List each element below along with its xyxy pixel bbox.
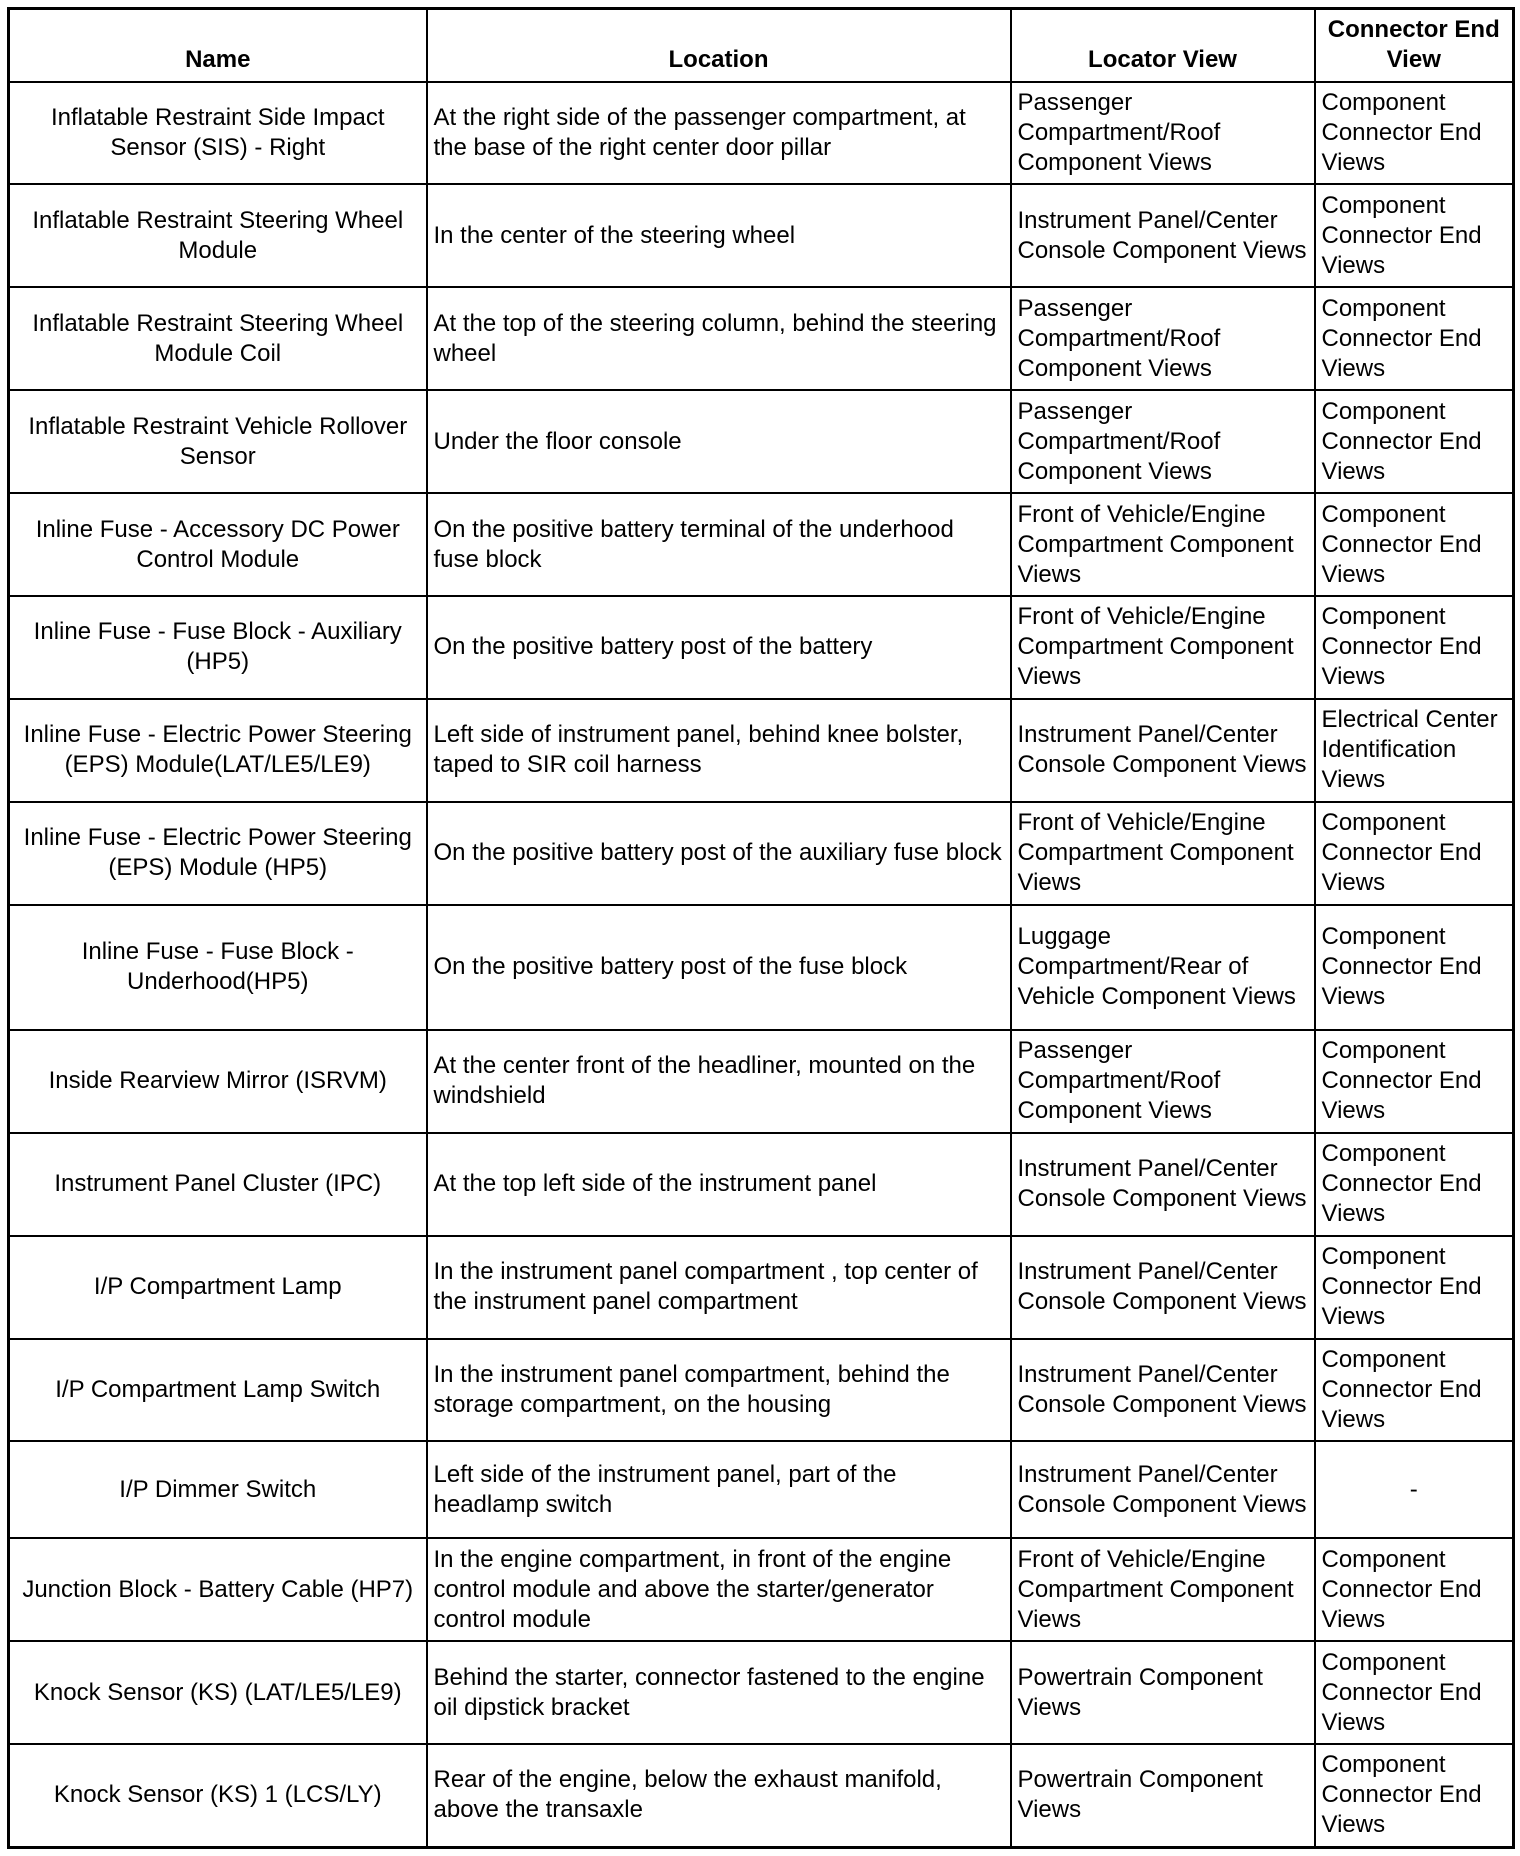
cell-location: On the positive battery terminal of the underhood fuse block	[427, 493, 1011, 596]
table-header	[9, 9, 1514, 82]
cell-connector-end-view: Component Connector End Views	[1315, 184, 1514, 287]
header-location: Location	[427, 9, 1011, 82]
cell-connector-end-view: Component Connector End Views	[1315, 1339, 1514, 1442]
cell-connector-end-view: Component Connector End Views	[1315, 1744, 1514, 1848]
cell-connector-end-view: Component Connector End Views	[1315, 596, 1514, 699]
cell-name: Inline Fuse - Accessory DC Power Control Module	[9, 493, 427, 596]
cell-name: Inflatable Restraint Side Impact Sensor (SIS) - Right	[9, 82, 427, 185]
cell-location: On the positive battery post of the battery	[427, 596, 1011, 699]
cell-locator-view: Instrument Panel/Center Console Component Views	[1011, 1441, 1315, 1538]
cell-name: I/P Compartment Lamp	[9, 1236, 427, 1339]
cell-location: At the top left side of the instrument panel	[427, 1133, 1011, 1236]
table-row	[9, 1744, 1514, 1848]
cell-connector-end-view: Component Connector End Views	[1315, 493, 1514, 596]
table-row	[9, 1641, 1514, 1744]
table-row	[9, 287, 1514, 390]
cell-name: Inflatable Restraint Vehicle Rollover Sensor	[9, 390, 427, 493]
cell-connector-end-view: Component Connector End Views	[1315, 1641, 1514, 1744]
cell-connector-end-view: -	[1315, 1441, 1514, 1538]
cell-connector-end-view: Component Connector End Views	[1315, 1538, 1514, 1641]
cell-name: Inflatable Restraint Steering Wheel Module	[9, 184, 427, 287]
cell-location: At the center front of the headliner, mounted on the windshield	[427, 1030, 1011, 1133]
cell-locator-view: Passenger Compartment/Roof Component Views	[1011, 82, 1315, 185]
cell-connector-end-view: Component Connector End Views	[1315, 82, 1514, 185]
cell-connector-end-view: Electrical Center Identification Views	[1315, 699, 1514, 802]
cell-location: Left side of instrument panel, behind knee bolster, taped to SIR coil harness	[427, 699, 1011, 802]
cell-location: In the instrument panel compartment , top center of the instrument panel compartment	[427, 1236, 1011, 1339]
cell-connector-end-view: Component Connector End Views	[1315, 905, 1514, 1030]
cell-location: On the positive battery post of the fuse block	[427, 905, 1011, 1030]
cell-locator-view: Front of Vehicle/Engine Compartment Component Views	[1011, 1538, 1315, 1641]
cell-location: Rear of the engine, below the exhaust manifold, above the transaxle	[427, 1744, 1011, 1848]
cell-location: On the positive battery post of the auxiliary fuse block	[427, 802, 1011, 905]
cell-name: Inline Fuse - Fuse Block - Auxiliary (HP5)	[9, 596, 427, 699]
cell-locator-view: Luggage Compartment/Rear of Vehicle Component Views	[1011, 905, 1315, 1030]
table-row	[9, 1030, 1514, 1133]
cell-location: In the engine compartment, in front of the engine control module and above the starter/generator control module	[427, 1538, 1011, 1641]
cell-name: I/P Dimmer Switch	[9, 1441, 427, 1538]
cell-name: I/P Compartment Lamp Switch	[9, 1339, 427, 1442]
cell-name: Inline Fuse - Electric Power Steering (EPS) Module(LAT/LE5/LE9)	[9, 699, 427, 802]
table-row	[9, 493, 1514, 596]
cell-locator-view: Passenger Compartment/Roof Component Views	[1011, 1030, 1315, 1133]
cell-location: In the instrument panel compartment, behind the storage compartment, on the housing	[427, 1339, 1011, 1442]
cell-location: Under the floor console	[427, 390, 1011, 493]
table-row	[9, 905, 1514, 1030]
header-connector-end-view: Connector End View	[1315, 9, 1514, 82]
cell-name: Inside Rearview Mirror (ISRVM)	[9, 1030, 427, 1133]
header-row	[9, 9, 1514, 82]
table-row	[9, 1441, 1514, 1538]
header-name: Name	[9, 9, 427, 82]
cell-connector-end-view: Component Connector End Views	[1315, 390, 1514, 493]
header-locator-view: Locator View	[1011, 9, 1315, 82]
cell-locator-view: Instrument Panel/Center Console Component Views	[1011, 1133, 1315, 1236]
table-row	[9, 390, 1514, 493]
cell-locator-view: Powertrain Component Views	[1011, 1641, 1315, 1744]
cell-locator-view: Passenger Compartment/Roof Component Views	[1011, 390, 1315, 493]
cell-name: Junction Block - Battery Cable (HP7)	[9, 1538, 427, 1641]
cell-location: Left side of the instrument panel, part of the headlamp switch	[427, 1441, 1011, 1538]
cell-location: Behind the starter, connector fastened to the engine oil dipstick bracket	[427, 1641, 1011, 1744]
table-row	[9, 1339, 1514, 1442]
cell-locator-view: Powertrain Component Views	[1011, 1744, 1315, 1848]
cell-connector-end-view: Component Connector End Views	[1315, 1236, 1514, 1339]
table-row	[9, 184, 1514, 287]
cell-connector-end-view: Component Connector End Views	[1315, 1133, 1514, 1236]
table-row	[9, 699, 1514, 802]
table-row	[9, 596, 1514, 699]
cell-locator-view: Front of Vehicle/Engine Compartment Component Views	[1011, 802, 1315, 905]
cell-name: Inflatable Restraint Steering Wheel Module Coil	[9, 287, 427, 390]
cell-locator-view: Instrument Panel/Center Console Component Views	[1011, 699, 1315, 802]
table-row	[9, 1236, 1514, 1339]
cell-name: Inline Fuse - Electric Power Steering (EPS) Module (HP5)	[9, 802, 427, 905]
cell-locator-view: Instrument Panel/Center Console Component Views	[1011, 1339, 1315, 1442]
component-locator-table	[7, 7, 1515, 1849]
cell-name: Inline Fuse - Fuse Block - Underhood(HP5)	[9, 905, 427, 1030]
table-body	[9, 82, 1514, 1848]
cell-name: Instrument Panel Cluster (IPC)	[9, 1133, 427, 1236]
cell-locator-view: Front of Vehicle/Engine Compartment Component Views	[1011, 493, 1315, 596]
cell-location: At the right side of the passenger compartment, at the base of the right center door pillar	[427, 82, 1011, 185]
table-row	[9, 1133, 1514, 1236]
cell-location: At the top of the steering column, behind the steering wheel	[427, 287, 1011, 390]
cell-location: In the center of the steering wheel	[427, 184, 1011, 287]
cell-name: Knock Sensor (KS) (LAT/LE5/LE9)	[9, 1641, 427, 1744]
cell-connector-end-view: Component Connector End Views	[1315, 802, 1514, 905]
cell-locator-view: Instrument Panel/Center Console Component Views	[1011, 1236, 1315, 1339]
cell-locator-view: Passenger Compartment/Roof Component Views	[1011, 287, 1315, 390]
cell-connector-end-view: Component Connector End Views	[1315, 287, 1514, 390]
table-row	[9, 82, 1514, 185]
table-row	[9, 802, 1514, 905]
cell-locator-view: Instrument Panel/Center Console Component Views	[1011, 184, 1315, 287]
cell-connector-end-view: Component Connector End Views	[1315, 1030, 1514, 1133]
cell-locator-view: Front of Vehicle/Engine Compartment Component Views	[1011, 596, 1315, 699]
cell-name: Knock Sensor (KS) 1 (LCS/LY)	[9, 1744, 427, 1848]
table-row	[9, 1538, 1514, 1641]
